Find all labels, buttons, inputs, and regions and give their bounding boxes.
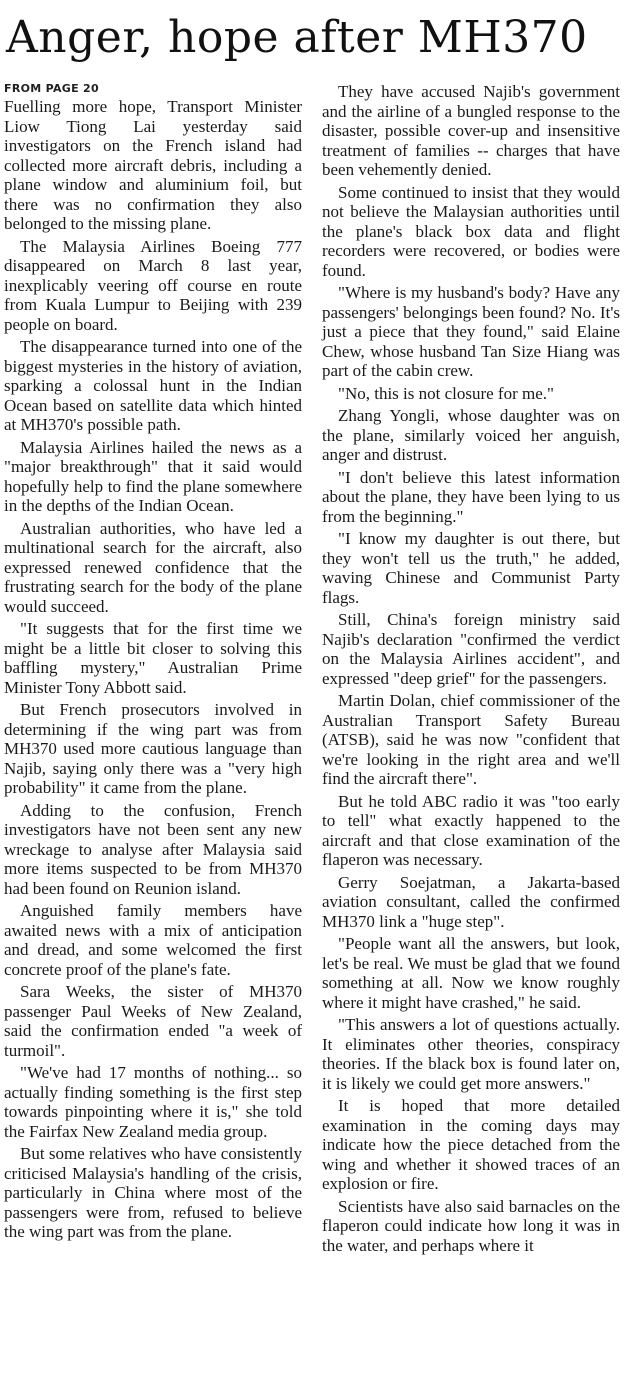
paragraph: "No, this is not closure for me." xyxy=(338,383,554,403)
paragraph: Sara Weeks, the sister of MH370 passenger Paul Weeks of New Zealand, said the confirmation ended "a week of turmoil". xyxy=(4,982,302,1060)
paragraph: It is hoped that more detailed examination in the coming days may indicate how the piece detached from the wing and whether it showed traces of an explosion or fire. xyxy=(322,1096,620,1193)
paragraph: "This answers a lot of questions actually. It eliminates other theories, conspiracy theories. If the black box is found later on, it is likely we could get more answers." xyxy=(322,1015,620,1093)
paragraph: Zhang Yongli, whose daughter was on the plane, similarly voiced her anguish, anger and distrust. xyxy=(322,406,620,464)
paragraph: But some relatives who have consistently criticised Malaysia's handling of the crisis, particularly in China where most of the passengers were from, refused to believe the wing part was from the plane. xyxy=(4,1144,302,1241)
left-column xyxy=(4,82,302,1245)
paragraph: "I don't believe this latest information about the plane, they have been lying to us from the beginning." xyxy=(322,467,620,526)
right-column xyxy=(322,82,620,1258)
paragraph: Martin Dolan, chief commissioner of the Australian Transport Safety Bureau (ATSB), said he was now "confident that we're looking in the right area and we'll find the aircraft there". xyxy=(322,691,620,788)
paragraph: "People want all the answers, but look, let's be real. We must be glad that we found something at all. Now we know roughly where it might have crashed," he said. xyxy=(322,934,620,1012)
paragraph: The disappearance turned into one of the biggest mysteries in the history of aviation, sparking a colossal hunt in the Indian Ocean based on satellite data which hinted at MH370's possible path. xyxy=(4,337,302,434)
paragraph: Malaysia Airlines hailed the news as a "major breakthrough" that it said would hopefully help to find the plane somewhere in the depths of the Indian Ocean. xyxy=(4,437,302,515)
paragraph: Some continued to insist that they would not believe the Malaysian authorities until the plane's black box data and flight recorders were recovered, or bodies were found. xyxy=(322,182,620,280)
continued-from-label: FROM PAGE 20 xyxy=(4,82,99,95)
headline: Anger, hope after MH370 xyxy=(6,12,588,63)
paragraph: "It suggests that for the first time we might be a little bit closer to solving this baffling mystery," Australian Prime Minister Tony Abbott said. xyxy=(4,619,302,697)
paragraph: "Where is my husband's body? Have any passengers' belongings been found? No. It's just a piece that they found," said Elaine Chew, whose husband Tan Size Hiang was part of the cabin crew. xyxy=(322,283,620,380)
paragraph: "We've had 17 months of nothing... so actually finding something is the first step towards pinpointing where it is," she told the Fairfax New Zealand media group. xyxy=(4,1063,302,1141)
paragraph: Australian authorities, who have led a multinational search for the aircraft, also expressed renewed confidence that the frustrating search for the body of the plane would succeed. xyxy=(4,518,302,616)
paragraph: But French prosecutors involved in determining if the wing part was from MH370 used more cautious language than Najib, saying only there was a "very high probability" it came from the plane. xyxy=(4,700,302,797)
paragraph: "I know my daughter is out there, but they won't tell us the truth," he added, waving Chinese and Communist Party flags. xyxy=(322,529,620,607)
paragraph: Anguished family members have awaited news with a mix of anticipation and dread, and some welcomed the first concrete proof of the plane's fate. xyxy=(4,901,302,979)
paragraph: Gerry Soejatman, a Jakarta-based aviation consultant, called the confirmed MH370 link a "huge step". xyxy=(322,872,620,931)
paragraph: They have accused Najib's government and the airline of a bungled response to the disaster, possible cover-up and insensitive treatment of families -- charges that have been vehemently denied. xyxy=(322,82,620,179)
paragraph: Adding to the confusion, French investigators have not been sent any new wreckage to analyse after Malaysia said more items suspected to be from MH370 had been found on Reunion island. xyxy=(4,800,302,898)
paragraph: Scientists have also said barnacles on the flaperon could indicate how long it was in the water, and perhaps where it xyxy=(322,1196,620,1255)
paragraph: But he told ABC radio it was "too early to tell" what exactly happened to the aircraft and that close examination of the flaperon was necessary. xyxy=(322,791,620,869)
paragraph: Still, China's foreign ministry said Najib's declaration "confirmed the verdict on the Malaysia Airlines accident", and expressed "deep grief" for the passengers. xyxy=(322,610,620,688)
paragraph: The Malaysia Airlines Boeing 777 disappeared on March 8 last year, inexplicably veering off course en route from Kuala Lumpur to Beijing with 239 people on board. xyxy=(4,236,302,334)
paragraph: Fuelling more hope, Transport Minister Liow Tiong Lai yesterday said investigators on the French island had collected more aircraft debris, including a plane window and aluminium foil, but there was no confirmation they also belonged to the missing plane. xyxy=(4,97,302,233)
